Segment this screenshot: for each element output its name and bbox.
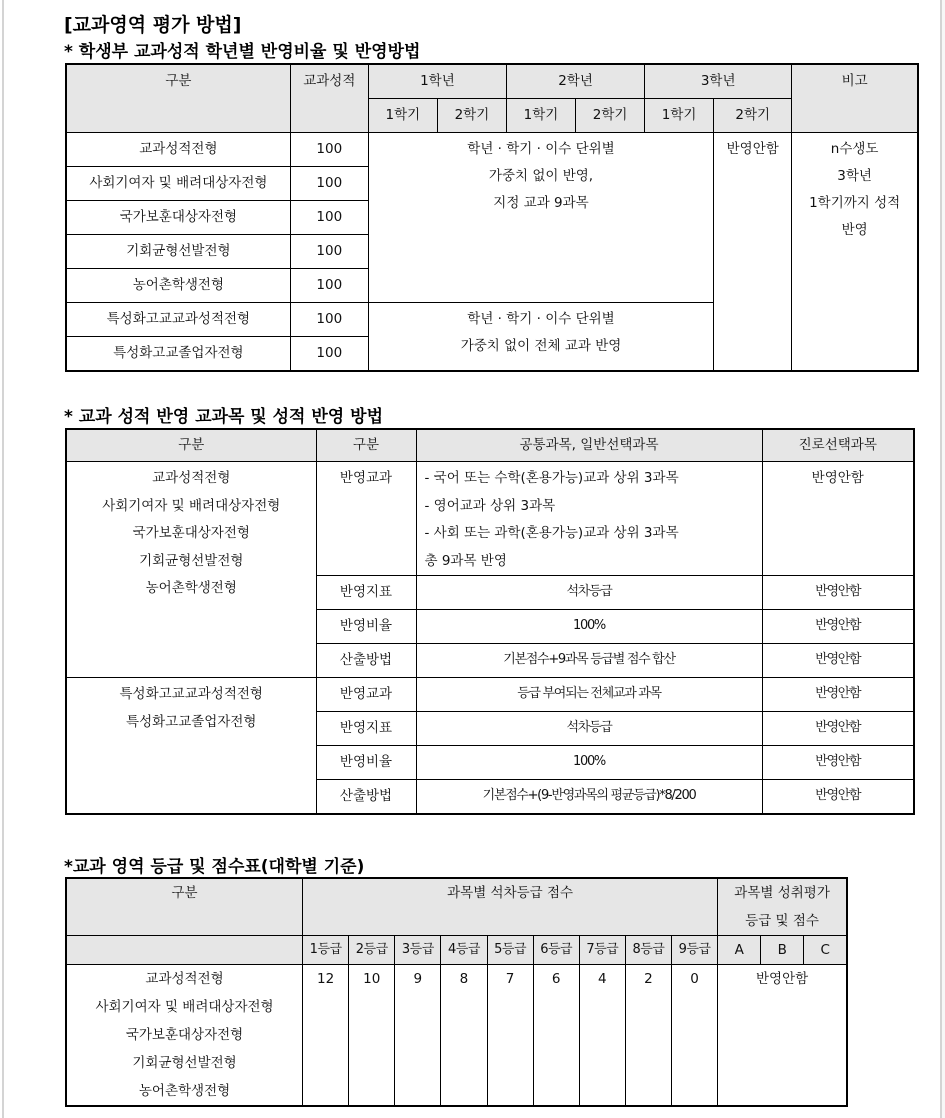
header-semester: 1학기 <box>645 99 714 133</box>
header-category-spacer <box>66 936 303 965</box>
admission-type: 국가보훈대상자전형 <box>66 201 290 235</box>
header-year-1: 1학년 <box>368 64 506 99</box>
page-title: [교과영역 평가 방법] <box>64 14 242 36</box>
header-year-3: 3학년 <box>645 64 792 99</box>
grade-score: 10 <box>349 965 395 1107</box>
row-label: 산출방법 <box>316 644 416 678</box>
grade-score: 100 <box>290 337 368 372</box>
table-row <box>66 133 918 167</box>
grade-score: 2 <box>625 965 671 1107</box>
admission-types: 교과성적전형 사회기여자 및 배려대상자전형 국가보훈대상자전형 기회균형선발전형 농어촌학생전형 <box>66 965 303 1107</box>
header-grade: 2등급 <box>349 936 395 965</box>
header-grade: 1등급 <box>303 936 349 965</box>
grade-score: 7 <box>487 965 533 1107</box>
header-achievement-grade: C <box>804 936 847 965</box>
row-label: 반영교과 <box>316 678 416 712</box>
career-subjects: 반영안함 <box>762 780 914 815</box>
header-rank-grade: 과목별 석차등급 점수 <box>303 878 718 936</box>
common-subjects: 기본점수+(9-반영과목의 평균등급)*8/200 <box>416 780 762 815</box>
common-subjects: - 국어 또는 수학(혼용가능)교과 상위 3과목 - 영어교과 상위 3과목 - 사회 또는 과학(혼용가능)교과 상위 3과목 총 9과목 반영 <box>416 462 762 576</box>
section1-heading: * 학생부 교과성적 학년별 반영비율 및 반영방법 <box>64 42 421 62</box>
career-subjects: 반영안함 <box>762 746 914 780</box>
admission-group2: 특성화고교교과성적전형 특성화고교졸업자전형 <box>66 678 316 815</box>
header-semester: 2학기 <box>714 99 792 133</box>
grade-score: 100 <box>290 133 368 167</box>
header-grade: 7등급 <box>579 936 625 965</box>
row-label: 반영지표 <box>316 712 416 746</box>
admission-group1: 교과성적전형 사회기여자 및 배려대상자전형 국가보훈대상자전형 기회균형선발전형 농어촌학생전형 <box>66 462 316 678</box>
common-subjects: 100% <box>416 610 762 644</box>
grade-year-ratio-table <box>65 63 919 372</box>
header-semester: 2학기 <box>576 99 645 133</box>
note-cell: n수생도 3학년 1학기까지 성적 반영 <box>792 133 918 372</box>
header-grade-score: 교과성적 <box>290 64 368 133</box>
header-category: 구분 <box>66 878 303 936</box>
grade-score: 9 <box>395 965 441 1107</box>
career-subjects: 반영안함 <box>762 610 914 644</box>
section2-heading: * 교과 성적 반영 교과목 및 성적 반영 방법 <box>64 407 383 427</box>
header-grade: 9등급 <box>671 936 717 965</box>
career-subjects: 반영안함 <box>762 644 914 678</box>
subject-method-table <box>65 428 915 815</box>
header-grade: 6등급 <box>533 936 579 965</box>
header-achievement-grade: B <box>761 936 804 965</box>
header-grade: 4등급 <box>441 936 487 965</box>
common-subjects: 석차등급 <box>416 576 762 610</box>
page-left-border <box>2 0 4 1118</box>
grade-score: 100 <box>290 167 368 201</box>
header-subcategory: 구분 <box>316 429 416 462</box>
row-label: 산출방법 <box>316 780 416 815</box>
admission-type: 특성화고교졸업자전형 <box>66 337 290 372</box>
common-subjects: 기본점수+9과목 등급별 점수 합산 <box>416 644 762 678</box>
table-row <box>66 462 914 576</box>
table-row <box>66 965 847 1107</box>
row-label: 반영교과 <box>316 462 416 576</box>
header-category: 구분 <box>66 64 290 133</box>
header-grade: 5등급 <box>487 936 533 965</box>
grade-score: 8 <box>441 965 487 1107</box>
row-label: 반영지표 <box>316 576 416 610</box>
common-subjects: 100% <box>416 746 762 780</box>
header-achievement: 과목별 성취평가 등급 및 점수 <box>718 878 847 936</box>
career-subjects: 반영안함 <box>762 462 914 576</box>
row-label: 반영비율 <box>316 746 416 780</box>
header-grade: 3등급 <box>395 936 441 965</box>
common-subjects: 등급 부여되는 전체교과 과목 <box>416 678 762 712</box>
grade-score: 4 <box>579 965 625 1107</box>
admission-type: 기회균형선발전형 <box>66 235 290 269</box>
third-year-2nd-semester: 반영안함 <box>714 133 792 372</box>
career-subjects: 반영안함 <box>762 678 914 712</box>
method-group1: 학년 · 학기 · 이수 단위별 가중치 없이 반영, 지정 교과 9과목 <box>368 133 713 303</box>
grade-score: 100 <box>290 303 368 337</box>
common-subjects: 석차등급 <box>416 712 762 746</box>
admission-type: 특성화고교교과성적전형 <box>66 303 290 337</box>
header-semester: 2학기 <box>437 99 506 133</box>
header-semester: 1학기 <box>368 99 437 133</box>
header-achievement-grade: A <box>718 936 761 965</box>
table-row <box>66 678 914 712</box>
header-note: 비고 <box>792 64 918 133</box>
admission-type: 교과성적전형 <box>66 133 290 167</box>
header-common-subjects: 공통과목, 일반선택과목 <box>416 429 762 462</box>
admission-type: 사회기여자 및 배려대상자전형 <box>66 167 290 201</box>
header-category: 구분 <box>66 429 316 462</box>
achievement-value: 반영안함 <box>718 965 847 1107</box>
career-subjects: 반영안함 <box>762 576 914 610</box>
grade-score: 0 <box>671 965 717 1107</box>
grade-score-table <box>65 877 848 1107</box>
grade-score: 12 <box>303 965 349 1107</box>
header-career-subjects: 진로선택과목 <box>762 429 914 462</box>
section3-heading: *교과 영역 등급 및 점수표(대학별 기준) <box>64 857 365 877</box>
grade-score: 100 <box>290 235 368 269</box>
method-group2: 학년 · 학기 · 이수 단위별 가중치 없이 전체 교과 반영 <box>368 303 713 372</box>
grade-score: 100 <box>290 269 368 303</box>
header-semester: 1학기 <box>506 99 575 133</box>
career-subjects: 반영안함 <box>762 712 914 746</box>
admission-type: 농어촌학생전형 <box>66 269 290 303</box>
grade-score: 100 <box>290 201 368 235</box>
grade-score: 6 <box>533 965 579 1107</box>
header-grade: 8등급 <box>625 936 671 965</box>
header-year-2: 2학년 <box>506 64 644 99</box>
row-label: 반영비율 <box>316 610 416 644</box>
